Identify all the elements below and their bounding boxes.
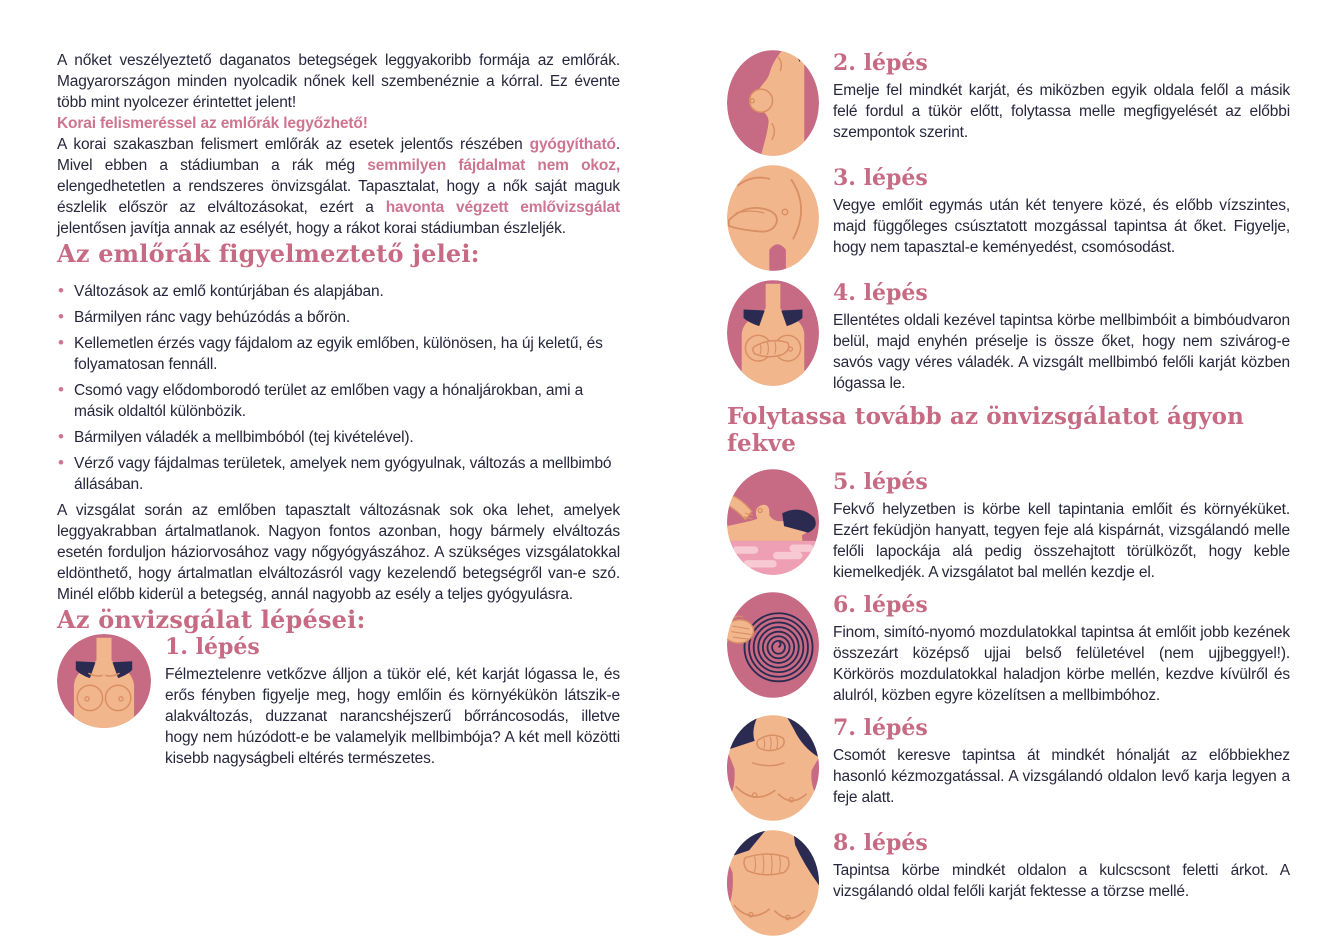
- pink-emphasis-text: semmilyen fájdalmat nem okoz,: [367, 157, 620, 174]
- step-7-body: [833, 715, 1290, 821]
- step-8-title: 8. lépés: [833, 830, 928, 856]
- warning-sign-item: • Kellemetlen érzés vagy fájdalom az egyik emlőben, különösen, ha új keletű, és folyamatosan fennáll.: [57, 333, 620, 375]
- step-3-text: Vegye emlőit egymás után két tenyere közé, és előbb vízszintes, majd függőleges csúsztatott mozgással tapintsa át őket. Figyelje, hogy nem tapasztal-e keményedést, csomósodást.: [833, 197, 1290, 256]
- nipple-check-icon: [727, 280, 819, 394]
- warning-sign-item: • Változások az emlő kontúrjában és alapjában.: [57, 281, 620, 302]
- self-exam-steps-heading: Az önvizsgálat lépései:: [57, 605, 366, 634]
- step-7-title: 7. lépés: [833, 715, 928, 741]
- paragraph-text: elengedhetetlen a rendszeres önvizsgálat. Tapasztalat, hogy a nők saját maguk észlelik először az elváltozásokat, ezért a: [57, 178, 620, 216]
- step-4: [727, 280, 1290, 394]
- warning-sign-item: • Bármilyen ránc vagy behúzódás a bőrön.: [57, 307, 620, 328]
- step-6-title: 6. lépés: [833, 592, 928, 618]
- step-3: [727, 165, 1290, 271]
- step-6-body: [833, 592, 1290, 706]
- step-2: [727, 50, 1290, 156]
- pink-emphasis-text: gyógyítható: [529, 136, 616, 153]
- step-8-text: Tapintsa körbe mindkét oldalon a kulcscsont feletti árkot. A vizsgálandó oldal felőli karját fektesse a törzse mellé.: [833, 862, 1290, 900]
- step-5-body: [833, 469, 1290, 583]
- warning-signs-list: [57, 281, 620, 495]
- warning-sign-item: • Csomó vagy elődomborodó terület az emlőben vagy a hónaljárokban, ami a másik oldaltól különbözik.: [57, 380, 620, 422]
- step-4-text: Ellentétes oldali kezével tapintsa körbe mellbimbóit a bimbóudvaron belül, majd enyhén préselje is össze őket, hogy nem szivárog-e savós vagy véres váladék. A vizsgált mellbimbó felőli karját közben lógassa le.: [833, 312, 1290, 392]
- step-5-text: Fekvő helyzetben is körbe kell tapintania emlőit és környéküket. Ezért feküdjön hanyatt, tegyen feje alá kispárnát, vizsgálandó melle felőli lapockája alá pedig összehajtott törülközőt, hogy keble kiemelkedjék. A vizsgálatot bal mellén kezdje el.: [833, 501, 1290, 581]
- collarbone-check-icon: [727, 830, 819, 936]
- palms-pressing-breast-icon: [727, 165, 819, 271]
- warning-sign-item: • Vérző vagy fájdalmas területek, amelyek nem gyógyulnak, változás a mellbimbó állásában.: [57, 453, 620, 495]
- step-1-body: [165, 634, 620, 769]
- intro-paragraph: A nőket veszélyeztető daganatos betegségek leggyakoribb formája az emlőrák. Magyarországon minden nyolcadik nőnek kell szembenéznie a kórral. Ez évente több mint nyolcezer érintettet jelent!: [57, 52, 620, 111]
- step-2-body: [833, 50, 1290, 156]
- right-column: [727, 50, 1290, 945]
- step-8: [727, 830, 1290, 936]
- paragraph-text: A korai szakaszban felismert emlőrák az esetek jelentős részében: [57, 136, 530, 153]
- spiral-motion-icon: [727, 592, 819, 706]
- paragraph-text: jelentősen javítja annak az esélyét, hogy a rákot korai stádiumban észleljék.: [57, 220, 566, 237]
- early-detection-paragraph: [57, 134, 620, 239]
- torso-side-icon: [727, 50, 819, 156]
- step-8-body: [833, 830, 1290, 936]
- step-3-title: 3. lépés: [833, 165, 928, 191]
- step-4-body: [833, 280, 1290, 394]
- step-1-text: Félmeztelenre vetkőzve álljon a tükör elé, két karját lógassa le, és erős fényben figyelje meg, hogy emlőin és környékükön látszik-e alakváltozás, duzzanat narancshéjszerű bőrráncosodás, illetve hogy nem húzódott-e be valamelyik mellbimbója? A két mell közötti kisebb nagyságbeli eltérés természetes.: [165, 666, 620, 767]
- torso-front-mirror-icon: [57, 634, 151, 769]
- step-1-title: 1. lépés: [165, 634, 260, 660]
- advice-paragraph: A vizsgálat során az emlőben tapasztalt változásnak sok oka lehet, amelyek leggyakrabban ártalmatlanok. Nagyon fontos azonban, hogy bármely elváltozás esetén forduljon háziorvosához vagy nőgyógyászához. A szükséges vizsgálatokkal eldönthető, hogy ártalmatlan elváltozásról vagy kezelendő betegségről van-e szó. Minél előbb kiderül a betegség, annál nagyobb az esély a teljes gyógyulásra.: [57, 502, 620, 603]
- lying-section-heading: Folytassa tovább az önvizsgálatot ágyon fekve: [727, 403, 1244, 457]
- step-5: [727, 469, 1290, 583]
- pink-emphasis-text: havonta végzett emlővizsgálat: [385, 199, 620, 216]
- lying-down-icon: [727, 469, 819, 583]
- step-2-title: 2. lépés: [833, 50, 928, 76]
- step-6-text: Finom, simító-nyomó mozdulatokkal tapintsa át emlőit jobb kezének összezárt középső ujjai belső felületével (nem ujjbeggyel!). Körkörös mozdulatokkal haladjon körbe mellén, kezdve kívülről és alulról, közben egyre közelítsen a mellbimbóhoz.: [833, 624, 1290, 704]
- step-3-body: [833, 165, 1290, 271]
- warning-sign-item: • Bármilyen váladék a mellbimbóból (tej kivételével).: [57, 427, 620, 448]
- left-column: [57, 50, 620, 945]
- intro-highlight: Korai felismeréssel az emlőrák legyőzhető!: [57, 115, 368, 132]
- armpit-check-icon: [727, 715, 819, 821]
- step-1: [57, 634, 620, 769]
- warning-signs-heading: Az emlőrák figyelmeztető jelei:: [57, 239, 480, 268]
- step-7: [727, 715, 1290, 821]
- step-4-title: 4. lépés: [833, 280, 928, 306]
- paragraph-text: . Mivel ebben a stádiumban a rák még: [57, 136, 620, 174]
- step-5-title: 5. lépés: [833, 469, 928, 495]
- step-2-text: Emelje fel mindkét karját, és miközben egyik oldala felől a másik felé fordul a tükör előtt, folytassa melle megfigyelését az előbbi szempontok szerint.: [833, 82, 1290, 141]
- step-6: [727, 592, 1290, 706]
- step-7-text: Csomót keresve tapintsa át mindkét hónalját az előbbiekhez hasonló kézmozgatással. A vizsgálandó oldalon levő karja legyen a feje alatt.: [833, 747, 1290, 806]
